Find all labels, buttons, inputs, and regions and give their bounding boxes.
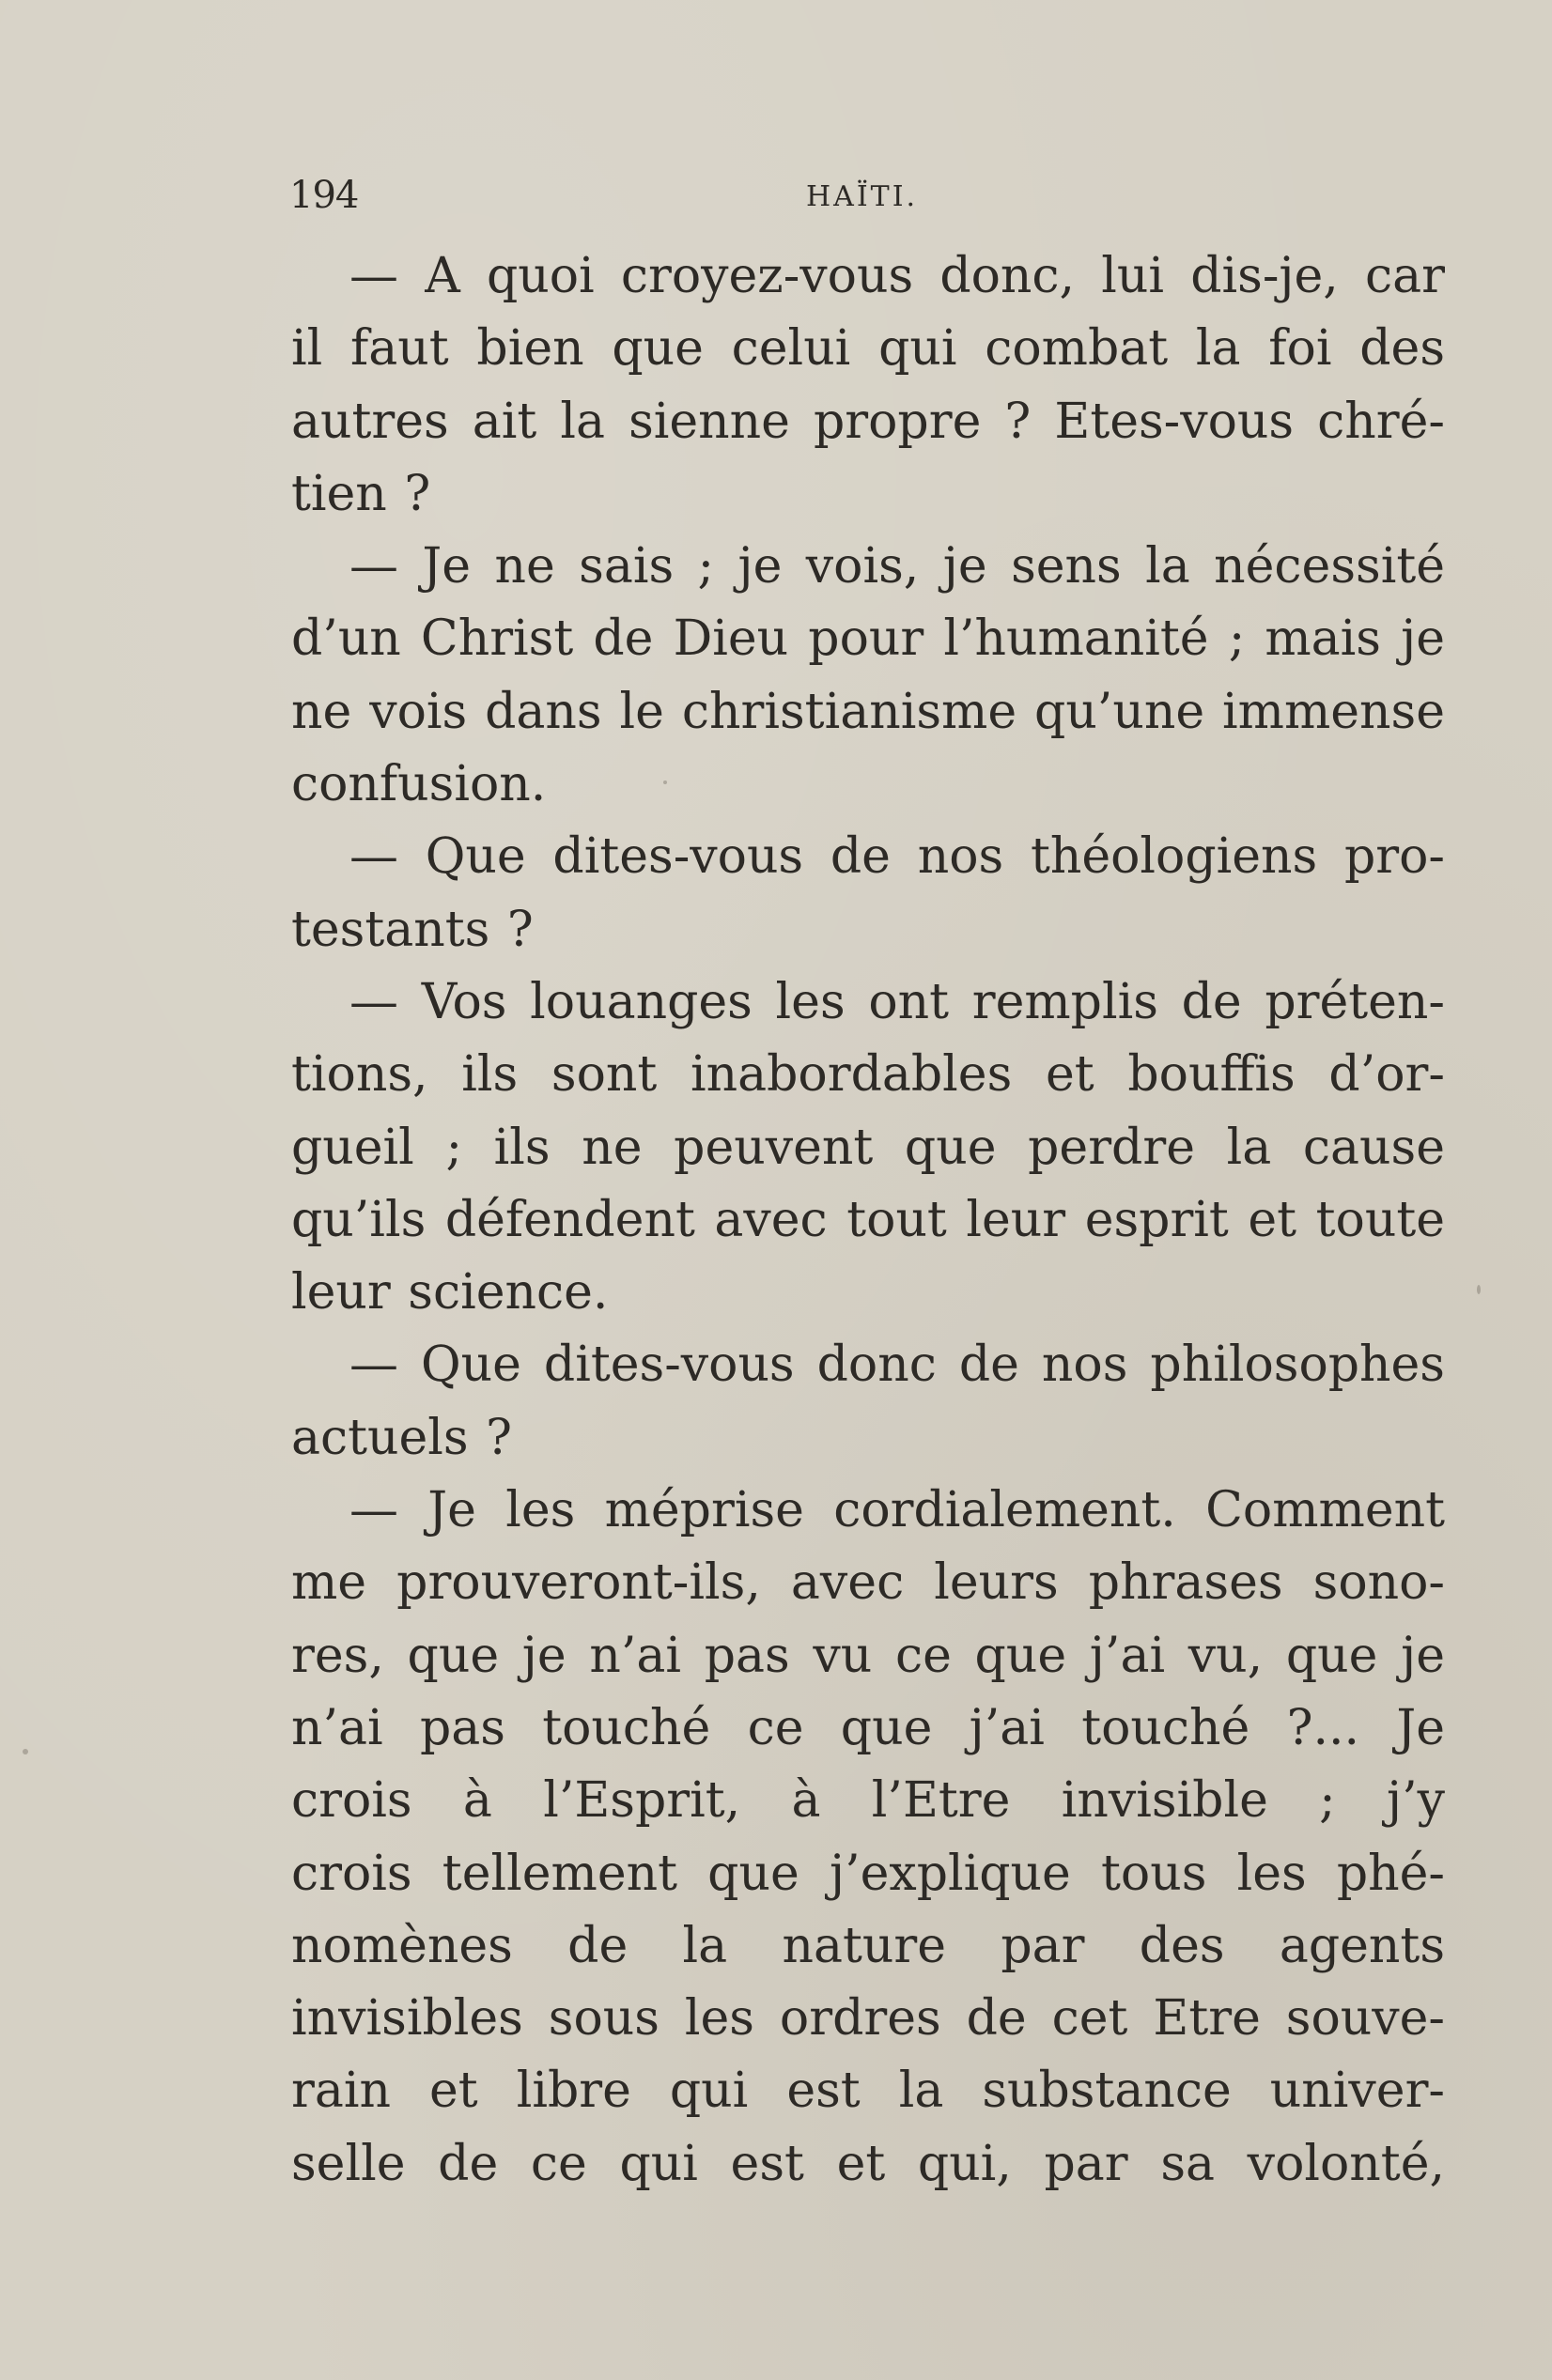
paper-speck [1477, 1285, 1481, 1294]
text-line-25: invisibles sous les ordres de cet Etre souve- [291, 1990, 1445, 2048]
text-line-26: rain et libre qui est la substance univer- [291, 2063, 1445, 2120]
text-line-4: tien ? [291, 465, 431, 522]
paper-speck [23, 1749, 28, 1754]
text-line-27: selle de ce qui est et qui, par sa volonté, [291, 2135, 1445, 2192]
text-line-6: d’un Christ de Dieu pour l’humanité ; mais je [291, 610, 1445, 668]
text-line-13: gueil ; ils ne peuvent que perdre la cause [291, 1119, 1445, 1176]
text-line-3: autres ait la sienne propre ? Etes-vous chré- [291, 393, 1445, 450]
running-head [289, 167, 1447, 224]
text-line-9: — Que dites-vous de nos théologiens pro- [349, 828, 1445, 886]
text-line-18: — Je les méprise cordialement. Comment [349, 1482, 1445, 1539]
text-line-16: — Que dites-vous donc de nos philosophes [349, 1337, 1445, 1394]
text-line-1: — A quoi croyez-vous donc, lui dis-je, car [349, 248, 1445, 304]
text-line-7: ne vois dans le christianisme qu’une immense [291, 683, 1445, 740]
text-line-21: n’ai pas touché ce que j’ai touché ?... Je [291, 1699, 1445, 1756]
text-line-2: il faut bien que celui qui combat la foi des [291, 320, 1445, 378]
running-title: HAÏTI. [806, 180, 919, 213]
text-line-5: — Je ne sais ; je vois, je sens la nécessité [349, 538, 1445, 595]
text-line-15: leur science. [291, 1264, 609, 1321]
paper-speck [663, 780, 667, 784]
body-text [291, 240, 1445, 2201]
text-line-23: crois tellement que j’explique tous les phé- [291, 1845, 1445, 1902]
text-line-8: confusion. [291, 756, 547, 813]
text-line-24: nomènes de la nature par des agents [291, 1917, 1445, 1974]
text-line-22: crois à l’Esprit, à l’Etre invisible ; j’y [291, 1772, 1445, 1830]
text-line-11: — Vos louanges les ont remplis de préten- [349, 973, 1445, 1030]
text-line-19: me prouveront-ils, avec leurs phrases sono- [291, 1554, 1445, 1612]
text-line-20: res, que je n’ai pas vu ce que j’ai vu, que je [291, 1627, 1445, 1684]
text-line-10: testants ? [291, 901, 534, 958]
text-line-12: tions, ils sont inabordables et bouffis d’or- [291, 1046, 1445, 1104]
text-line-17: actuels ? [291, 1409, 513, 1466]
text-line-14: qu’ils défendent avec tout leur esprit et toute [291, 1191, 1445, 1248]
page-number: 194 [289, 174, 359, 217]
